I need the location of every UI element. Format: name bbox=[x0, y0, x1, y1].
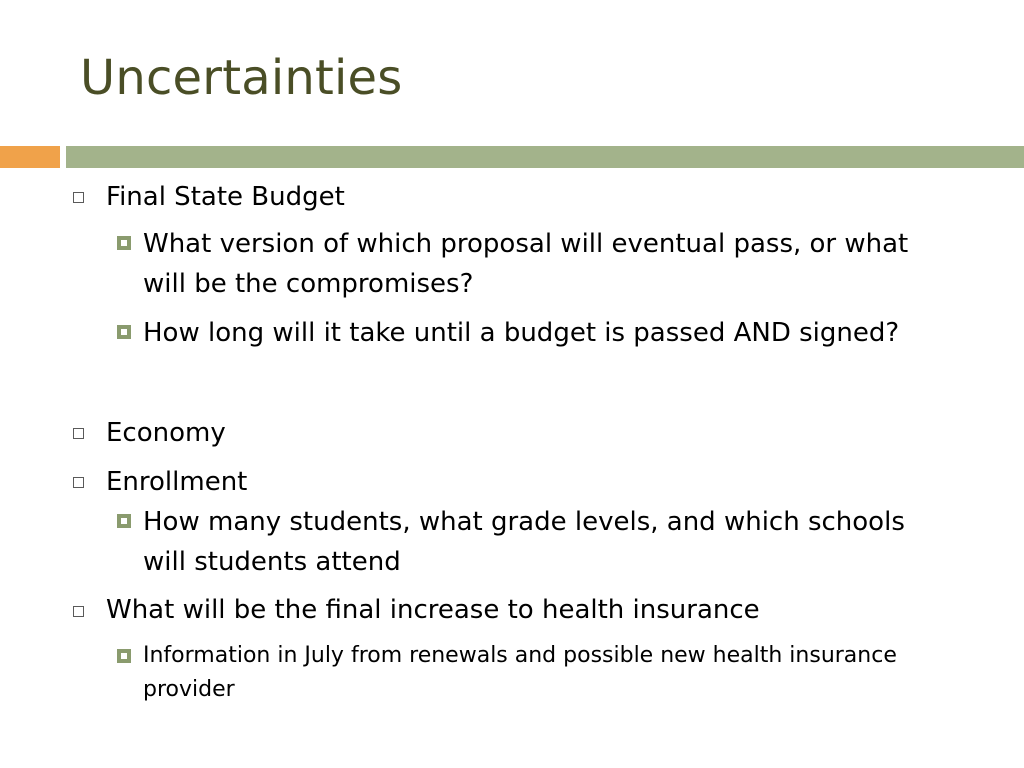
bullet-text: Economy bbox=[106, 418, 226, 448]
sub-bullet-text: How many students, what grade levels, and which schools will students attend bbox=[143, 507, 905, 577]
bullet-text: What will be the final increase to health insurance bbox=[106, 595, 760, 625]
square-bullet-icon bbox=[117, 649, 131, 663]
bullet-text: Final State Budget bbox=[106, 182, 345, 212]
square-bullet-icon bbox=[117, 325, 131, 339]
sub-bullet-text: What version of which proposal will eventual pass, or what will be the compromises? bbox=[143, 229, 909, 299]
square-bullet-icon bbox=[117, 236, 131, 250]
hollow-square-bullet-icon bbox=[73, 192, 84, 203]
title-rule-accent bbox=[0, 146, 60, 168]
bullet-text: Enrollment bbox=[106, 467, 248, 497]
hollow-square-bullet-icon bbox=[73, 606, 84, 617]
square-bullet-icon bbox=[117, 514, 131, 528]
sub-bullet-text: How long will it take until a budget is passed AND signed? bbox=[143, 318, 900, 348]
title-rule-bar bbox=[66, 146, 1024, 168]
sub-bullet-text: Information in July from renewals and possible new health insurance provider bbox=[143, 643, 897, 702]
hollow-square-bullet-icon bbox=[73, 428, 84, 439]
hollow-square-bullet-icon bbox=[73, 477, 84, 488]
slide-title: Uncertainties bbox=[80, 50, 403, 106]
